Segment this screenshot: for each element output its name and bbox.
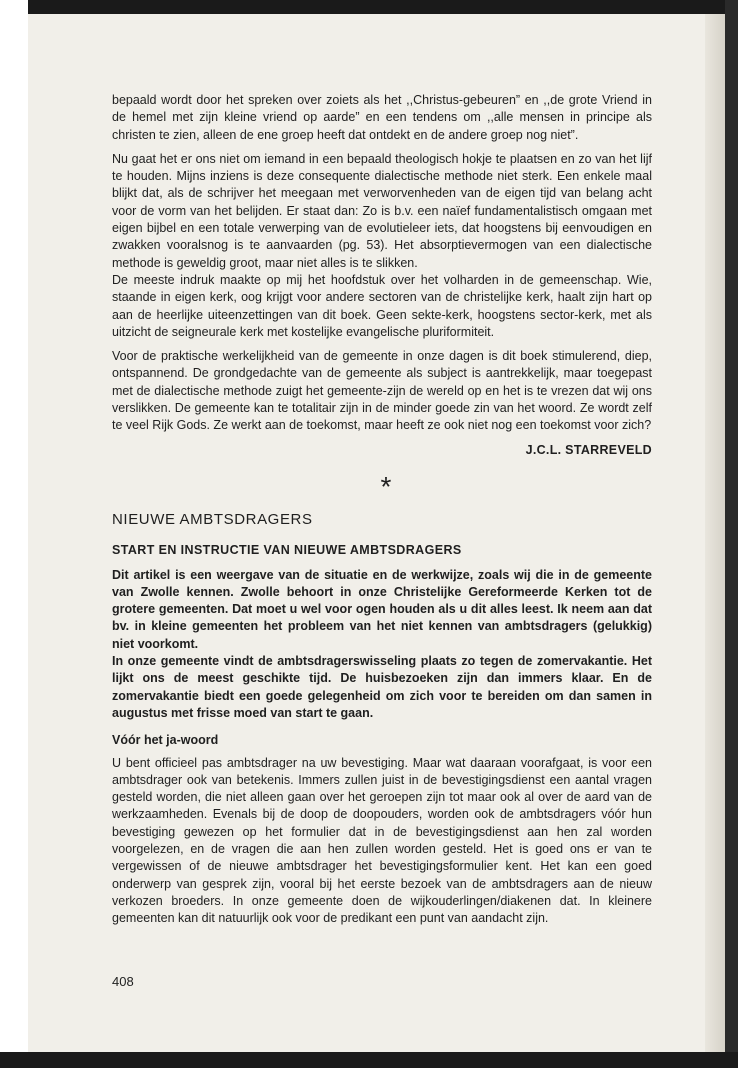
article1-paragraph-3: De meeste indruk maakte op mij het hoofdstuk over het volharden in de gemeenschap. Wie, staande in eigen kerk, oog krijgt voor andere sectoren van de christelijke kerk, haalt zijn hart op aan de heerlijke uiteenzettingen van dit boek. Geen sekte-kerk, hoogstens sector-kerk, met als uitzicht de seigneurale kerk met kostelijke evangelische pluriformiteit. [112,272,652,339]
article-intro [112,567,652,723]
intro-paragraph-2: In onze gemeente vindt de ambtsdragerswisseling plaats zo tegen de zomervakantie. Het lijkt ons de meest geschikte tijd. De huisbezoeken zijn dan immers klaar. En de zomervakantie biedt een goede gelegenheid om zich voor te bereiden om dan samen in augustus met frisse moed van start te gaan. [112,654,652,720]
page-content [112,92,652,934]
scan-border-bottom [0,1052,738,1068]
article1-paragraph-4: Voor de praktische werkelijkheid van de gemeente in onze dagen is dit boek stimulerend, diep, ontspannend. De grondgedachte van de gemeente als subject is aantrekkelijk, maar toegepast met de dialectische methode zuigt het gemeente-zijn de wereld op en het is te vrezen dat wij ons verslikken. De gemeente kan te totalitair zijn in de minder goede zin van het woord. Ze wordt zelf te veel Rijk Gods. Ze werkt aan de toekomst, maar heeft ze ook niet nog een toekomst voor zich? [112,349,652,433]
scan-margin-left [0,0,28,1068]
author-signature: J.C.L. STARREVELD [525,442,652,457]
scan-border-right [725,0,738,1068]
article-title: NIEUWE AMBTSDRAGERS [112,510,313,528]
intro-paragraph-1: Dit artikel is een weergave van de situatie en de werkwijze, zoals wij die in de gemeente van Zwolle kennen. Zwolle behoort in onze Christelijke Gereformeerde Kerken tot de grotere gemeenten. Dat moet u wel voor ogen houden als u dit alles leest. Ik neem aan dat bv. in kleine gemeenten het probleem van het niet kennen van ambtsdragers (gelukkig) niet voorkomt. [112,567,652,651]
section-body: U bent officieel pas ambtsdrager na uw bevestiging. Maar wat daaraan voorafgaat, is voor een ambtsdrager ook van betekenis. Immers zullen juist in de bevestigingsdienst een aantal vragen gesteld worden, die niet alleen gaan over het geroepen zijn tot maar ook al over de aard van de werkzaamheden. Evenals bij de doop de doopouders, worden ook de ambtsdragers vóór hun bevestiging gewezen op het formulier dat in de bevestigingsdienst aan hen zal worden voorgelezen, en de vragen die aan hen zullen worden gesteld. Het is goed ons er van te vergewissen of de nieuwe ambtsdrager het bevestigingsformulier kent. Het kan een goed onderwerp van gesprek zijn, vooral bij het eerste bezoek van de ambtsdragers aan de nieuw verkozen broeders. In onze gemeente doen de wijkouderlingen/diakenen dat. In kleinere gemeenten kan dit natuurlijk ook voor de predikant een punt van aandacht zijn. [112,755,652,926]
page-edge-shadow [705,14,725,1054]
section-separator-asterisk: * [380,470,392,502]
section-heading: Vóór het ja-woord [112,733,219,748]
page-number: 408 [112,974,134,989]
article-subtitle: START EN INSTRUCTIE VAN NIEUWE AMBTSDRAGERS [112,543,462,558]
article1-paragraph-1: bepaald wordt door het spreken over zoiets als het ,,Christus-gebeuren” en ,,de grote Vriend in de hemel met zijn kleine vriend op aarde” en een tendens om ,,alle mensen in principe als christen te zien, alleen de ene groep heeft dat ontdekt en de andere groep nog niet”. [112,93,652,142]
article1-paragraph-2: Nu gaat het er ons niet om iemand in een bepaald theologisch hokje te plaatsen en zo van het lijf te houden. Mijns inziens is deze consequente dialectische methode niet sterk. Een enkele maal blijkt dat, als de schrijver het meegaan met verworvenheden van de eigen tijd van belang acht voor de vorm van het belijden. Er staat dan: Zo is b.v. een naïef fundamentalistisch omgaan met eigen bijbel en een totale verwerping van de evolutieleer iets, dat hoogstens bij eenvoudigen en zwakken vooralsnog is te aanvaarden (pg. 53). Het absorptievermogen van een dialectische methode is geweldig groot, maar niet alles is te slikken. [112,151,652,270]
